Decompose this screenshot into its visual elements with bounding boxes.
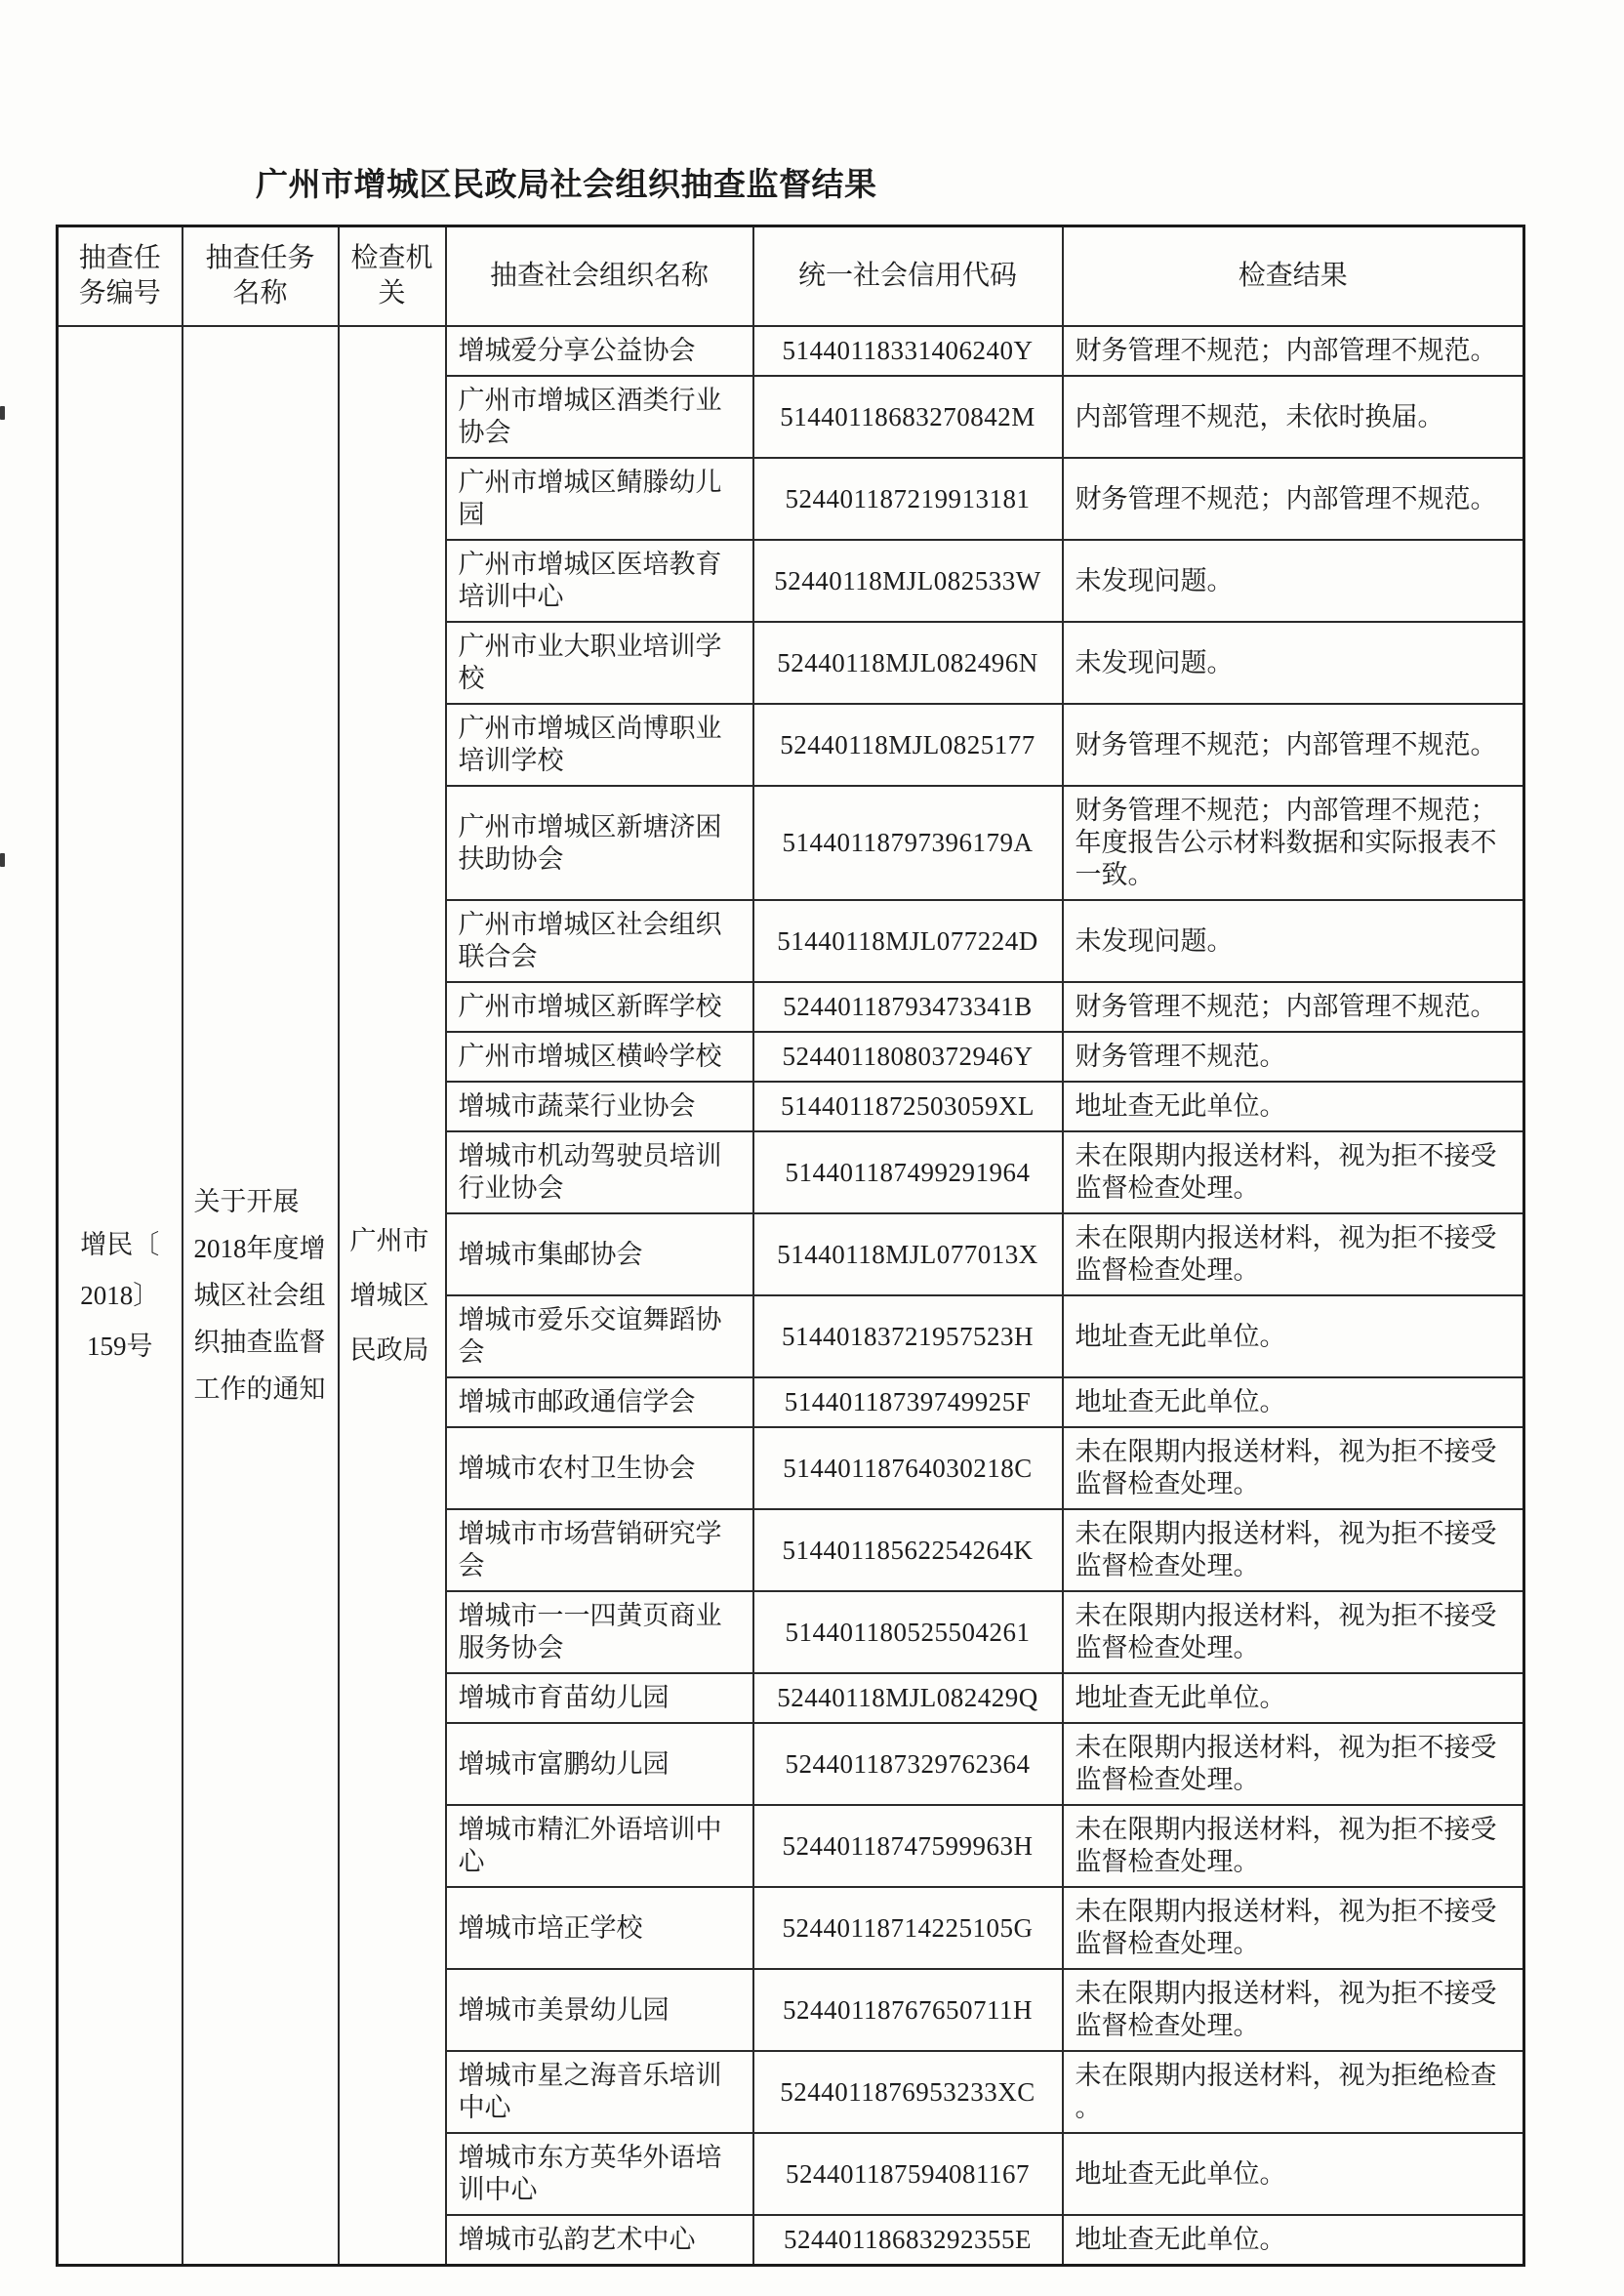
header-inspector: 检查机关 bbox=[339, 226, 446, 327]
org-name-text: 广州市增城区酒类行业协会 bbox=[458, 386, 722, 447]
credit-code-cell: 524401187594081167 bbox=[753, 2133, 1063, 2215]
result-text: 地址查无此单位。 bbox=[1075, 1683, 1286, 1712]
result-text: 财务管理不规范。 bbox=[1075, 1042, 1286, 1071]
header-org-name: 抽查社会组织名称 bbox=[446, 226, 753, 327]
org-name-cell bbox=[446, 1427, 753, 1509]
org-name-cell bbox=[446, 540, 753, 622]
org-name-cell bbox=[446, 1723, 753, 1805]
result-text: 地址查无此单位。 bbox=[1075, 1387, 1286, 1416]
org-name-text: 增城市集邮协会 bbox=[458, 1239, 643, 1269]
task-id-text: 增民〔2018〕159号 bbox=[80, 1230, 160, 1361]
result-text: 地址查无此单位。 bbox=[1075, 2225, 1286, 2254]
org-name-text: 增城市蔬菜行业协会 bbox=[458, 1091, 696, 1121]
scan-artifact bbox=[0, 853, 5, 867]
result-cell bbox=[1063, 704, 1524, 786]
result-text: 未在限期内报送材料，视为拒不接受监督检查处理。 bbox=[1075, 1815, 1497, 1876]
result-text: 未在限期内报送材料，视为拒不接受监督检查处理。 bbox=[1075, 1979, 1497, 2040]
credit-code-cell: 514401187499291964 bbox=[753, 1131, 1063, 1213]
org-name-text: 广州市增城区尚博职业培训学校 bbox=[458, 714, 722, 775]
result-text: 未在限期内报送材料，视为拒绝检查。 bbox=[1075, 2061, 1497, 2122]
result-cell bbox=[1063, 326, 1524, 376]
org-name-cell bbox=[446, 1131, 753, 1213]
credit-code-cell: 52440118080372946Y bbox=[753, 1032, 1063, 1082]
org-name-cell bbox=[446, 982, 753, 1032]
result-text: 地址查无此单位。 bbox=[1075, 1321, 1286, 1351]
org-name-cell bbox=[446, 1032, 753, 1082]
result-cell bbox=[1063, 1887, 1524, 1969]
result-text: 财务管理不规范；内部管理不规范。 bbox=[1075, 729, 1497, 759]
result-text: 地址查无此单位。 bbox=[1075, 1091, 1286, 1121]
result-cell bbox=[1063, 540, 1524, 622]
org-name-cell bbox=[446, 1295, 753, 1377]
result-cell bbox=[1063, 1673, 1524, 1723]
result-cell bbox=[1063, 2215, 1524, 2266]
org-name-cell bbox=[446, 1509, 753, 1591]
header-task-id: 抽查任务编号 bbox=[58, 226, 183, 327]
header-result: 检查结果 bbox=[1063, 226, 1524, 327]
result-cell bbox=[1063, 900, 1524, 982]
org-name-cell bbox=[446, 786, 753, 900]
result-text: 未发现问题。 bbox=[1075, 925, 1234, 956]
credit-code-cell: 51440118MJL077013X bbox=[753, 1213, 1063, 1295]
org-name-cell bbox=[446, 458, 753, 540]
org-name-text: 增城市邮政通信学会 bbox=[458, 1387, 696, 1416]
org-name-text: 增城市育苗幼儿园 bbox=[458, 1683, 670, 1712]
result-cell bbox=[1063, 1131, 1524, 1213]
inspector-cell bbox=[339, 326, 446, 2266]
result-text: 财务管理不规范；内部管理不规范。 bbox=[1075, 483, 1497, 513]
result-cell bbox=[1063, 1723, 1524, 1805]
credit-code-cell: 52440118MJL0825177 bbox=[753, 704, 1063, 786]
inspector-text: 广州市增城区民政局 bbox=[349, 1226, 429, 1365]
result-cell bbox=[1063, 2051, 1524, 2133]
result-text: 内部管理不规范，未依时换届。 bbox=[1075, 401, 1444, 431]
credit-code-cell: 514401180525504261 bbox=[753, 1591, 1063, 1673]
result-cell bbox=[1063, 376, 1524, 458]
result-cell bbox=[1063, 982, 1524, 1032]
table-header-row bbox=[58, 226, 1524, 327]
credit-code-cell: 52440118714225105G bbox=[753, 1887, 1063, 1969]
org-name-cell bbox=[446, 704, 753, 786]
org-name-text: 增城市富鹏幼儿园 bbox=[458, 1748, 670, 1779]
credit-code-cell: 52440118683292355E bbox=[753, 2215, 1063, 2266]
table-body bbox=[58, 326, 1524, 2266]
org-name-text: 增城市一一四黄页商业服务协会 bbox=[458, 1601, 722, 1662]
org-name-cell bbox=[446, 376, 753, 458]
org-name-text: 增城市机动驾驶员培训行业协会 bbox=[458, 1141, 722, 1203]
result-cell bbox=[1063, 2133, 1524, 2215]
result-cell bbox=[1063, 1032, 1524, 1082]
result-cell bbox=[1063, 1509, 1524, 1591]
table-row bbox=[58, 326, 1524, 376]
org-name-text: 增城市美景幼儿园 bbox=[458, 1994, 670, 2025]
org-name-text: 增城市市场营销研究学会 bbox=[458, 1519, 722, 1580]
result-cell bbox=[1063, 1295, 1524, 1377]
org-name-text: 广州市增城区横岭学校 bbox=[458, 1042, 722, 1071]
result-text: 地址查无此单位。 bbox=[1075, 2158, 1286, 2189]
task-id-cell bbox=[58, 326, 183, 2266]
result-cell bbox=[1063, 458, 1524, 540]
result-text: 未在限期内报送材料，视为拒不接受监督检查处理。 bbox=[1075, 1141, 1497, 1203]
org-name-text: 增城爱分享公益协会 bbox=[458, 336, 696, 365]
org-name-text: 广州市业大职业培训学校 bbox=[458, 632, 722, 693]
credit-code-cell: 51440118MJL077224D bbox=[753, 900, 1063, 982]
org-name-text: 增城市农村卫生协会 bbox=[458, 1453, 696, 1483]
credit-code-cell: 52440118793473341B bbox=[753, 982, 1063, 1032]
org-name-cell bbox=[446, 1969, 753, 2051]
result-text: 未发现问题。 bbox=[1075, 647, 1234, 677]
org-name-text: 广州市增城区新塘济困扶助协会 bbox=[458, 811, 722, 874]
result-text: 未在限期内报送材料，视为拒不接受监督检查处理。 bbox=[1075, 1519, 1497, 1580]
header-task-name: 抽查任务名称 bbox=[183, 226, 339, 327]
result-cell bbox=[1063, 786, 1524, 900]
result-cell bbox=[1063, 1427, 1524, 1509]
credit-code-cell: 52440118MJL082429Q bbox=[753, 1673, 1063, 1723]
org-name-text: 广州市增城区医培教育培训中心 bbox=[458, 550, 722, 611]
credit-code-cell: 5244011876953233XC bbox=[753, 2051, 1063, 2133]
org-name-text: 增城市培正学校 bbox=[458, 1912, 643, 1943]
credit-code-cell: 5144011872503059XL bbox=[753, 1082, 1063, 1131]
result-text: 未在限期内报送材料，视为拒不接受监督检查处理。 bbox=[1075, 1223, 1497, 1285]
result-cell bbox=[1063, 1377, 1524, 1427]
org-name-text: 增城市精汇外语培训中心 bbox=[458, 1815, 722, 1876]
result-cell bbox=[1063, 622, 1524, 704]
org-name-cell bbox=[446, 2133, 753, 2215]
org-name-text: 广州市增城区鲭滕幼儿园 bbox=[458, 468, 722, 529]
credit-code-cell: 52440118MJL082533W bbox=[753, 540, 1063, 622]
credit-code-cell: 51440118331406240Y bbox=[753, 326, 1063, 376]
org-name-text: 增城市东方英华外语培训中心 bbox=[458, 2143, 722, 2204]
result-text: 财务管理不规范；内部管理不规范；年度报告公示材料数据和实际报表不一致。 bbox=[1075, 796, 1497, 889]
result-text: 未在限期内报送材料，视为拒不接受监督检查处理。 bbox=[1075, 1733, 1497, 1794]
result-cell bbox=[1063, 1213, 1524, 1295]
result-text: 未发现问题。 bbox=[1075, 565, 1234, 595]
org-name-text: 增城市爱乐交谊舞蹈协会 bbox=[458, 1305, 722, 1367]
org-name-cell bbox=[446, 1377, 753, 1427]
org-name-cell bbox=[446, 622, 753, 704]
org-name-cell bbox=[446, 900, 753, 982]
result-text: 未在限期内报送材料，视为拒不接受监督检查处理。 bbox=[1075, 1601, 1497, 1662]
credit-code-cell: 52440118MJL082496N bbox=[753, 622, 1063, 704]
page-title: 广州市增城区民政局社会组织抽查监督结果 bbox=[256, 168, 877, 203]
result-text: 未在限期内报送材料，视为拒不接受监督检查处理。 bbox=[1075, 1437, 1497, 1498]
org-name-text: 广州市增城区新晖学校 bbox=[458, 992, 722, 1021]
org-name-cell bbox=[446, 1213, 753, 1295]
task-name-cell bbox=[183, 326, 339, 2266]
result-text: 财务管理不规范；内部管理不规范。 bbox=[1075, 336, 1497, 365]
credit-code-cell: 524401187219913181 bbox=[753, 458, 1063, 540]
credit-code-cell: 524401187329762364 bbox=[753, 1723, 1063, 1805]
credit-code-cell: 51440118562254264K bbox=[753, 1509, 1063, 1591]
org-name-text: 增城市弘韵艺术中心 bbox=[458, 2225, 696, 2254]
org-name-cell bbox=[446, 2051, 753, 2133]
result-cell bbox=[1063, 1082, 1524, 1131]
result-cell bbox=[1063, 1591, 1524, 1673]
credit-code-cell: 51440118764030218C bbox=[753, 1427, 1063, 1509]
credit-code-cell: 51440118797396179A bbox=[753, 786, 1063, 900]
org-name-cell bbox=[446, 2215, 753, 2266]
credit-code-cell: 51440118739749925F bbox=[753, 1377, 1063, 1427]
result-text: 未在限期内报送材料，视为拒不接受监督检查处理。 bbox=[1075, 1897, 1497, 1958]
org-name-cell bbox=[446, 1673, 753, 1723]
result-text: 财务管理不规范；内部管理不规范。 bbox=[1075, 992, 1497, 1021]
result-cell bbox=[1063, 1805, 1524, 1887]
org-name-cell bbox=[446, 1082, 753, 1131]
task-name-text: 关于开展2018年度增城区社会组织抽查监督工作的通知 bbox=[193, 1187, 326, 1404]
scan-artifact bbox=[0, 406, 5, 420]
credit-code-cell: 52440118747599963H bbox=[753, 1805, 1063, 1887]
credit-code-cell: 51440183721957523H bbox=[753, 1295, 1063, 1377]
org-name-cell bbox=[446, 326, 753, 376]
inspection-result-table bbox=[56, 225, 1525, 2267]
org-name-cell bbox=[446, 1805, 753, 1887]
header-credit-code: 统一社会信用代码 bbox=[753, 226, 1063, 327]
credit-code-cell: 51440118683270842M bbox=[753, 376, 1063, 458]
org-name-cell bbox=[446, 1887, 753, 1969]
result-cell bbox=[1063, 1969, 1524, 2051]
org-name-text: 增城市星之海音乐培训中心 bbox=[458, 2061, 722, 2122]
org-name-cell bbox=[446, 1591, 753, 1673]
org-name-text: 广州市增城区社会组织联合会 bbox=[458, 910, 722, 971]
credit-code-cell: 52440118767650711H bbox=[753, 1969, 1063, 2051]
